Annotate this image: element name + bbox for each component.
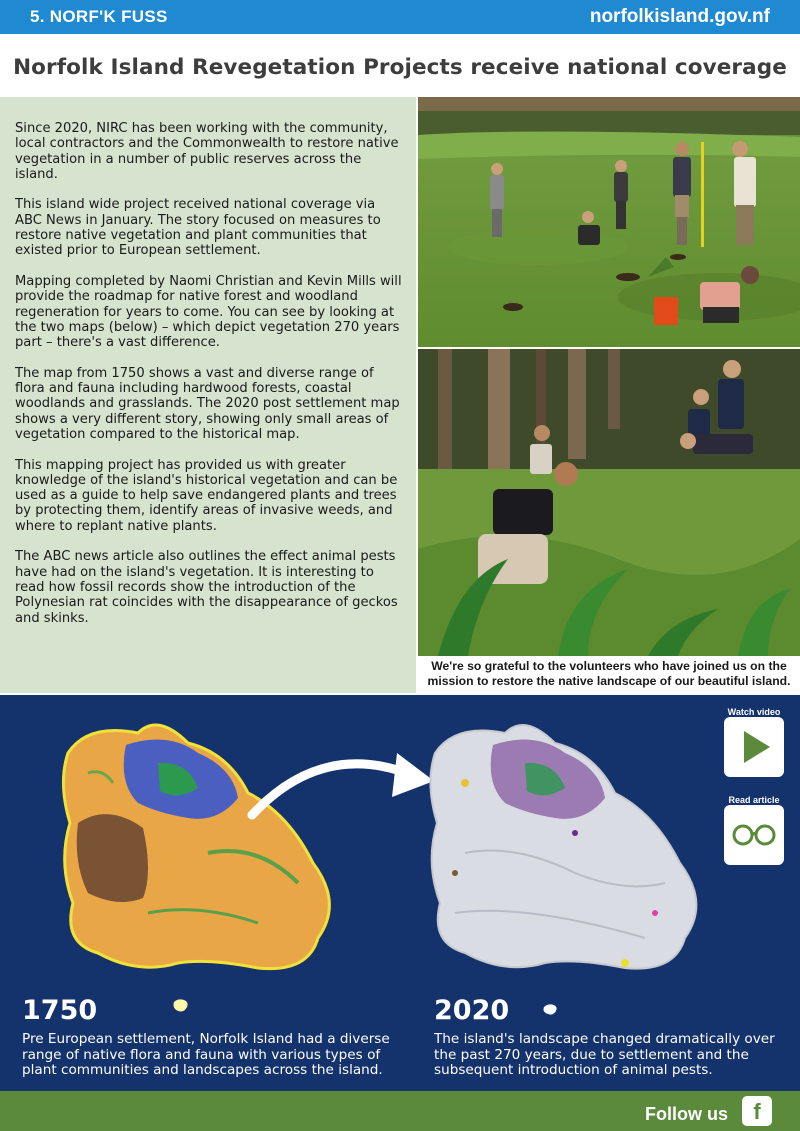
article-text-panel (0, 97, 416, 693)
section-label: 5. NORF'K FUSS (30, 7, 168, 26)
watch-video-button[interactable] (724, 717, 784, 777)
photo-caption: We're so grateful to the volunteers who have joined us on the mission to restore the native landscape of our beautiful island. (418, 656, 800, 693)
article-paragraph: The map from 1750 shows a vast and diverse range of flora and fauna including hardwood forests, coastal woodlands and grasslands. The 2020 post settlement map shows a very different story, showing only small areas of vegetation compared to the historical map. (15, 365, 400, 442)
island-icon (172, 998, 190, 1014)
follow-us-label: Follow us (645, 1104, 728, 1124)
website-link[interactable]: norfolkisland.gov.nf (589, 6, 770, 27)
year-1750-heading: 1750 (22, 995, 98, 1026)
watch-video-label: Watch video (727, 707, 781, 717)
footer (0, 1091, 800, 1131)
glasses-icon (724, 805, 784, 865)
facebook-icon[interactable]: f (742, 1096, 772, 1126)
map-2020 (425, 713, 710, 978)
article-paragraph: This mapping project has provided us with greater knowledge of the island's historical vegetation and can be used as a guide to help save endangered plants and trees by protecting them, identify areas of invasive weeds, and where to replant native plants. (15, 457, 398, 534)
article-paragraph: Since 2020, NIRC has been working with the community, local contractors and the Commonwealth to restore native vegetation in a number of public reserves across the island. (15, 121, 399, 182)
year-2020-description: The island's landscape changed dramatically over the past 270 years, due to settlement and the subsequent introduction of animal pests. (434, 1031, 775, 1078)
read-article-button[interactable] (724, 805, 784, 865)
volunteers-planting-photo (418, 97, 800, 347)
read-article-label: Read article (728, 795, 780, 805)
page-title: Norfolk Island Revegetation Projects receive national coverage (13, 55, 787, 80)
top-bar (0, 0, 800, 34)
article-paragraph: This island wide project received national coverage via ABC News in January. The story focused on measures to restore native vegetation and plant communities that existed prior to European settlement. (15, 197, 381, 259)
arrow-icon (242, 745, 442, 825)
play-icon (724, 717, 784, 777)
island-icon (542, 1003, 558, 1016)
year-2020-heading: 2020 (434, 995, 510, 1026)
article-paragraph: The ABC news article also outlines the effect animal pests have had on the island's vegetation. It is interesting to read how fossil records show the introduction of the Polynesian rat coincides with the disappearance of geckos and skinks. (15, 549, 398, 626)
forest-planting-photo (418, 349, 800, 656)
year-1750-description: Pre European settlement, Norfolk Island had a diverse range of native flora and fauna with various types of plant communities and landscapes across the island. (22, 1031, 390, 1078)
maps-section (0, 695, 800, 1091)
article-paragraph: Mapping completed by Naomi Christian and Kevin Mills will provide the roadmap for native forest and woodland regeneration for years to come. You can see by looking at the two maps (below) – which depict vegetation 270 years part – there's a vast difference. (15, 273, 402, 351)
